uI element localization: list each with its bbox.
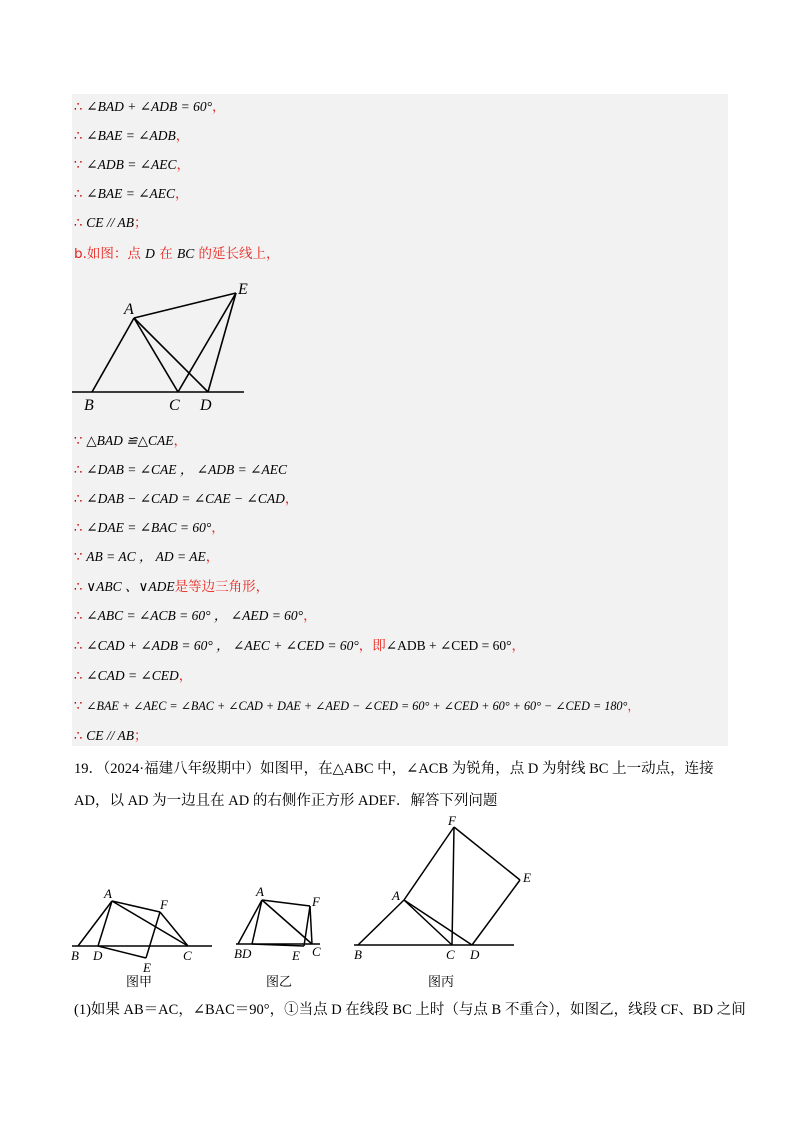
caption-yi: 图乙 [266, 974, 293, 989]
solution-line [74, 185, 189, 204]
math-expression: CE // AB [86, 215, 135, 230]
math-expression: ∠CAD + ∠ADB = 60° ， ∠AEC + ∠CED = 60° [86, 638, 359, 653]
math-expression: ∠CAD = ∠CED [86, 668, 179, 683]
therefore-symbol: ∴ [74, 669, 83, 684]
punctuation: ， [175, 186, 189, 202]
label-C: C [446, 947, 455, 962]
figure-jia [68, 888, 218, 993]
solution-line [74, 156, 190, 175]
solution-line [74, 214, 148, 233]
therefore-symbol: ∴ [74, 216, 83, 231]
because-symbol: ∵ [74, 158, 83, 173]
because-symbol: ∵ [74, 434, 83, 449]
solution-line [74, 461, 287, 480]
math-expression: ∠BAE + ∠AEC = ∠BAC + ∠CAD + DAE + ∠AED − ∠CED = 60° + ∠CED + 60° + 60° − ∠CED = 180° [86, 699, 628, 713]
therefore-symbol: ∴ [74, 463, 83, 478]
figure-yi [232, 882, 332, 992]
label-F: F [312, 894, 320, 909]
label-E: E [292, 948, 300, 963]
caption-jia: 图甲 [126, 974, 153, 989]
therefore-symbol: ∴ [74, 580, 83, 595]
math-expression: ∨ABC 、∨ADE [86, 579, 175, 594]
case-b-prefix: b.如图：点 [74, 246, 146, 262]
case-b-heading [74, 245, 280, 263]
math-expression: ∠BAE = ∠AEC [86, 186, 176, 201]
because-symbol: ∵ [74, 699, 83, 714]
punctuation: ； [134, 728, 148, 744]
solution-line [74, 578, 269, 597]
punctuation: ； [134, 215, 148, 231]
label-B: B [354, 947, 362, 962]
punctuation: ， [511, 638, 526, 654]
punctuation: ， [205, 549, 220, 565]
therefore-symbol: ∴ [74, 609, 83, 624]
label-D: D [200, 397, 212, 414]
label-E: E [238, 281, 248, 298]
solution-line [74, 697, 640, 716]
figure-case-b [72, 278, 262, 418]
math-expression: ∠BAE = ∠ADB [86, 128, 176, 143]
label-C: C [312, 944, 321, 959]
label-B: B [71, 948, 79, 963]
punctuation: ， [627, 699, 640, 713]
label-F: F [448, 813, 456, 828]
punctuation: ， [303, 608, 317, 624]
label-E: E [523, 870, 531, 885]
label-C: C [183, 948, 192, 963]
question-19-line-1: 19．（2024·福建八年级期中）如图甲，在△ABC 中，∠ACB 为锐角，点 D 为射线 BC 上一动点，连接 [74, 761, 714, 777]
solution-line [74, 519, 225, 538]
math-expression: ∠DAB − ∠CAD = ∠CAE − ∠CAD [86, 491, 285, 506]
case-b-mid: 在 [154, 246, 177, 262]
label-A: A [256, 884, 264, 899]
solution-line [74, 637, 525, 656]
label-A: A [104, 888, 112, 901]
label-C: C [169, 397, 180, 414]
case-b-suffix: 的延长线上， [194, 246, 280, 262]
question-19-line-2: AD，以 AD 为一边且在 AD 的右侧作正方形 ADEF．解答下列问题 [74, 793, 498, 809]
punctuation: ， [173, 433, 187, 449]
punctuation: ， [175, 128, 190, 144]
therefore-symbol: ∴ [74, 492, 83, 507]
math-expression: ∠ABC = ∠ACB = 60° ， ∠AED = 60° [86, 608, 304, 623]
segment-label: BC [177, 246, 195, 261]
label-B: B [84, 397, 94, 414]
punctuation: ， [212, 99, 226, 115]
caption-bing: 图丙 [428, 974, 455, 989]
therefore-symbol: ∴ [74, 187, 83, 202]
label-E: E [143, 960, 151, 975]
math-expression: ∠DAE = ∠BAC = 60° [86, 520, 212, 535]
ji-text: ，即 [358, 638, 386, 654]
therefore-symbol: ∴ [74, 129, 83, 144]
punctuation: ， [178, 668, 193, 684]
math-expression: △BAD ≌△CAE [86, 433, 174, 448]
math-expression: ∠ADB = ∠AEC [86, 157, 177, 172]
solution-line [74, 667, 192, 686]
therefore-symbol: ∴ [74, 521, 83, 536]
solution-line [74, 127, 189, 146]
label-D: D [93, 948, 103, 963]
question-19-part-1: (1)如果 AB＝AC，∠BAC＝90°，①当点 D 在线段 BC 上时（与点 B 不重合），如图乙，线段 CF、BD 之间 [74, 1002, 746, 1018]
because-symbol: ∵ [74, 550, 83, 565]
solution-line [74, 727, 148, 746]
therefore-symbol: ∴ [74, 729, 83, 744]
punctuation: ， [211, 520, 225, 536]
solution-line [74, 490, 298, 509]
punctuation: ， [284, 491, 299, 507]
solution-line [74, 607, 317, 626]
solution-line [74, 432, 187, 451]
math-expression: ∠ADB + ∠CED = 60° [385, 638, 512, 653]
point-label: D [145, 246, 155, 261]
math-expression: ∠BAD + ∠ADB = 60° [86, 99, 213, 114]
solution-line [74, 98, 226, 117]
math-expression: ∠DAB = ∠CAE ， ∠ADB = ∠AEC [86, 462, 287, 477]
therefore-symbol: ∴ [74, 639, 83, 654]
equilateral-text: 是等边三角形， [174, 579, 270, 595]
label-F: F [160, 897, 168, 912]
label-BD: BD [234, 946, 252, 961]
math-expression: AB = AC ， AD = AE [86, 549, 206, 564]
solution-line [74, 548, 219, 567]
label-D: D [470, 947, 480, 962]
label-A: A [392, 888, 400, 903]
label-A: A [124, 301, 134, 318]
math-expression: CE // AB [86, 728, 135, 743]
therefore-symbol: ∴ [74, 100, 83, 115]
figure-bing [348, 812, 548, 994]
punctuation: ， [176, 157, 191, 173]
